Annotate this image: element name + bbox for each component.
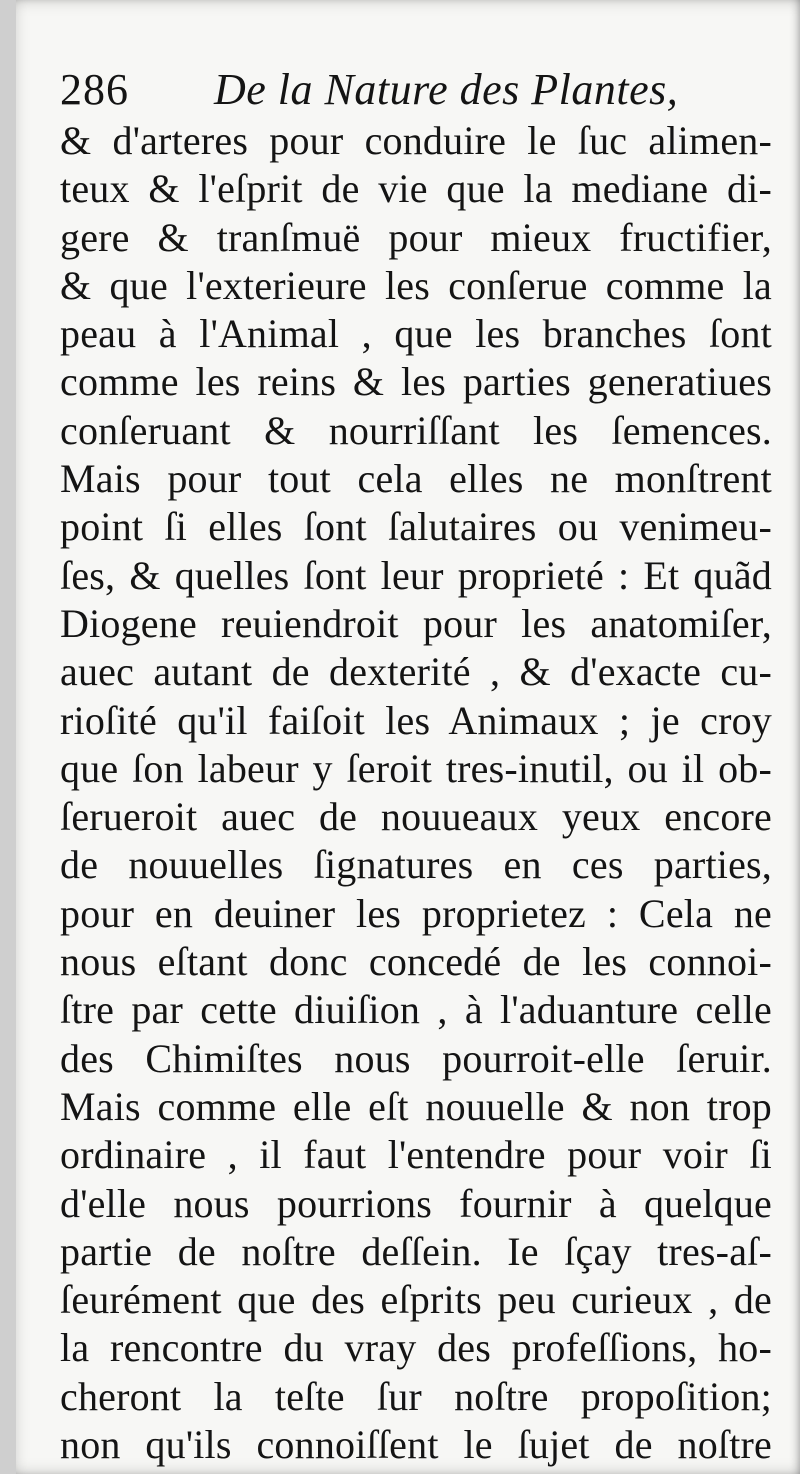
text-line: teux & l'eſprit de vie que la mediane di- <box>60 166 772 212</box>
page-gutter-shadow <box>0 0 16 1474</box>
body-text <box>60 117 772 1469</box>
text-line: rioſité qu'il faiſoit les Animaux ; je croy <box>60 697 772 743</box>
text-line: comme les reins & les parties generatiues <box>60 359 772 405</box>
text-line: nous eſtant donc concedé de les connoi- <box>60 939 772 985</box>
text-line: que ſon labeur y ſeroit tres-inutil, ou il ob- <box>60 745 772 791</box>
text-line: ordinaire , il faut l'entendre pour voir ſi <box>60 1132 772 1178</box>
text-line: Mais comme elle eſt nouuelle & non trop <box>60 1083 772 1129</box>
text-line: conſeruant & nourriſſant les ſemences. <box>60 407 772 453</box>
text-line: cheront la teſte ſur noſtre propoſition; <box>60 1373 772 1419</box>
text-line: pour en deuiner les proprietez : Cela ne <box>60 890 772 936</box>
page-header <box>60 62 760 118</box>
text-line: auec autant de dexterité , & d'exacte cu- <box>60 649 772 695</box>
text-line: & d'arteres pour conduire le ſuc alimen- <box>60 118 772 163</box>
text-line: point ſi elles ſont ſalutaires ou venimeu- <box>60 504 772 550</box>
text-line: & que l'exterieure les conſerue comme la <box>60 262 772 308</box>
text-line: gere & tranſmuë pour mieux fructifier, <box>60 214 772 260</box>
text-line: de nouuelles ſignatures en ces parties, <box>60 842 772 888</box>
text-line: non qu'ils connoiſſent le ſujet de noſtre <box>60 1422 772 1468</box>
page-number: 286 <box>60 65 129 114</box>
text-line: partie de noſtre deſſein. Ie ſçay tres-aſ- <box>60 1228 772 1274</box>
text-line: ſes, & quelles ſont leur proprieté : Et quãd <box>60 552 772 598</box>
text-line: ſeurément que des eſprits peu curieux , de <box>60 1277 772 1323</box>
text-line: peau à l'Animal , que les branches ſont <box>60 311 772 357</box>
text-line: ſtre par cette diuiſion , à l'aduanture celle <box>60 987 772 1033</box>
text-line: Diogene reuiendroit pour les anatomiſer, <box>60 600 772 646</box>
text-line: la rencontre du vray des profeſſions, ho- <box>60 1325 772 1371</box>
running-title: De la Nature des Plantes, <box>214 65 679 114</box>
text-line: Mais pour tout cela elles ne monſtrent <box>60 456 772 502</box>
text-line: ſerueroit auec de nouueaux yeux encore <box>60 794 772 840</box>
text-line: des Chimiſtes nous pourroit-elle ſeruir. <box>60 1035 772 1081</box>
text-line: d'elle nous pourrions fournir à quelque <box>60 1180 772 1226</box>
